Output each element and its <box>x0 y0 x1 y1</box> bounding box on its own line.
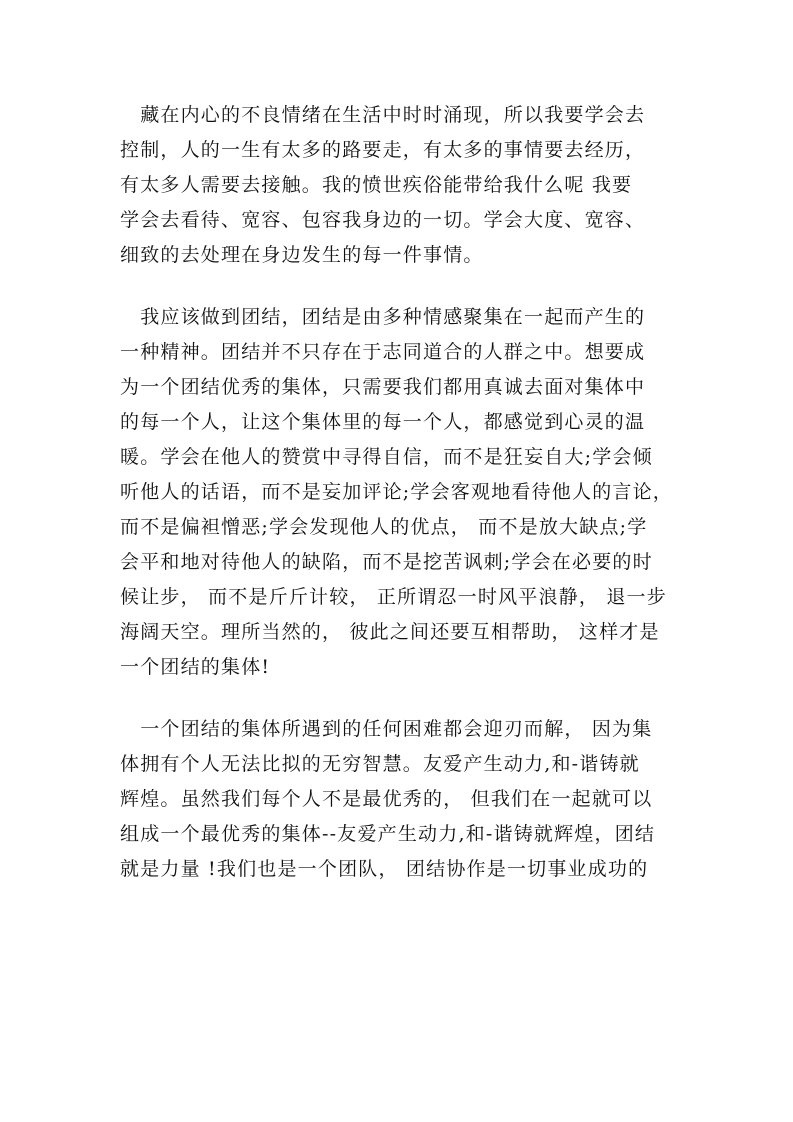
paragraph-line: 藏在内心的不良情绪在生活中时时涌现，所以我要学会去 <box>120 104 646 126</box>
paragraph-line: 听他人的话语，而不是妄加评论;学会客观地看待他人的言论， <box>120 481 674 503</box>
paragraph-line: 组成一个最优秀的集体--友爱产生动力,和-谐铸就辉煌，团结 <box>120 823 656 845</box>
paragraph-line: 控制，人的一生有太多的路要走，有太多的事情要去经历， <box>120 139 646 161</box>
paragraph-line: 候让步， 而不是斤斤计较， 正所谓忍一时风平浪静， 退一步 <box>120 586 667 608</box>
paragraph-line: 细致的去处理在身边发生的每一件事情。 <box>120 244 484 266</box>
paragraph-line: 暖。学会在他人的赞赏中寻得自信，而不是狂妄自大;学会倾 <box>120 446 653 468</box>
paragraph-line: 而不是偏袒憎恶;学会发现他人的优点， 而不是放大缺点;学 <box>120 516 648 538</box>
paragraph-line: 的每一个人，让这个集体里的每一个人，都感觉到心灵的温 <box>120 411 646 433</box>
paragraph-line: 我应该做到团结，团结是由多种情感聚集在一起而产生的 <box>120 306 646 328</box>
paragraph-line: 体拥有个人无法比拟的无穷智慧。友爱产生动力,和-谐铸就 <box>120 753 640 775</box>
paragraph-line: 一个团结的集体! <box>120 656 271 678</box>
paragraph-line: 就是力量 !我们也是一个团队， 团结协作是一切事业成功的 <box>120 858 649 880</box>
paragraph-1 <box>120 98 686 273</box>
paragraph-line: 海阔天空。理所当然的， 彼此之间还要互相帮助， 这样才是 <box>120 621 660 643</box>
paragraph-line: 一个团结的集体所遇到的任何困难都会迎刃而解， 因为集 <box>120 718 653 740</box>
paragraph-line: 有太多人需要去接触。我的愤世疾俗能带给我什么呢 我要 <box>120 174 633 196</box>
paragraph-line: 为一个团结优秀的集体，只需要我们都用真诚去面对集体中 <box>120 376 646 398</box>
document-body <box>120 98 686 887</box>
paragraph-3 <box>120 712 686 887</box>
paragraph-line: 学会去看待、宽容、包容我身边的一切。学会大度、宽容、 <box>120 209 646 231</box>
paragraph-line: 辉煌。虽然我们每个人不是最优秀的， 但我们在一起就可以 <box>120 788 653 810</box>
paragraph-line: 一种精神。团结并不只存在于志同道合的人群之中。想要成 <box>120 341 646 363</box>
paragraph-line: 会平和地对待他人的缺陷，而不是挖苦讽刺;学会在必要的时 <box>120 551 653 573</box>
paragraph-2 <box>120 300 686 685</box>
